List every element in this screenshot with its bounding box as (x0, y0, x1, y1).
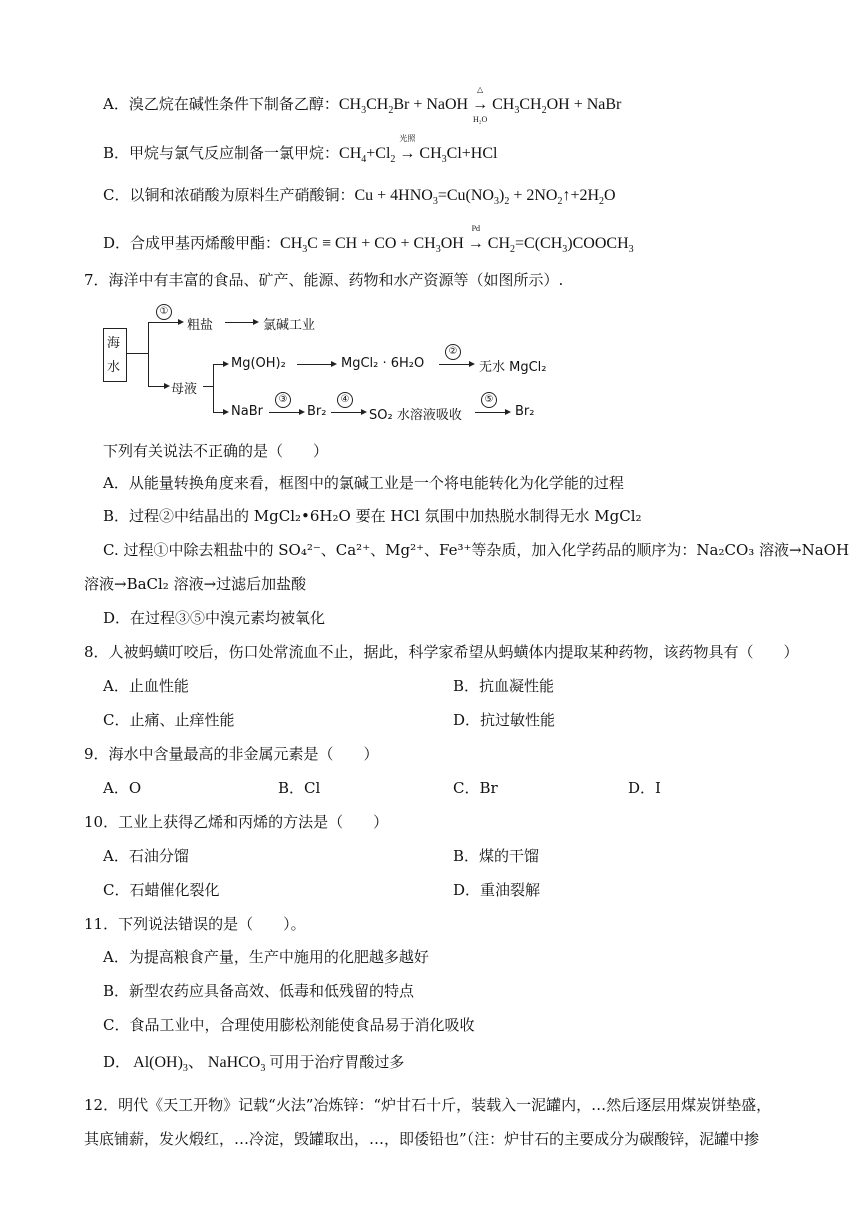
q11-option-c: C．食品工业中，合理使用膨松剂能使食品易于消化吸收 (103, 1016, 475, 1034)
q6-option-c-text: C．以铜和浓硝酸为原料生产硝酸铜： (103, 186, 355, 204)
q11-option-d-formula: $Al(OH)_3$、 NaHCO$_3$ (130, 1054, 266, 1075)
q6-option-a-formula: $CH_3CH_2Br$ + NaOH △ → H₂O $CH_3CH_2OH$ + NaBr (338, 85, 622, 124)
q6-option-c (103, 185, 616, 212)
q6-a-cond-top: △ (477, 85, 484, 94)
q6-a-cond-bottom: H₂O (472, 115, 488, 124)
q7-option-d: D．在过程③⑤中溴元素均被氧化 (103, 609, 326, 627)
q8-option-b: B．抗血凝性能 (453, 677, 555, 695)
q6-option-b-text: B．甲烷与氯气反应制备一氯甲烷： (103, 144, 340, 162)
mgoh2-label: Mg(OH)₂ (231, 356, 286, 371)
step-2-marker: ② (445, 344, 461, 360)
q10-option-d: D．重油裂解 (453, 881, 541, 899)
q6-option-d-text: D．合成甲基丙烯酸甲酯： (103, 234, 281, 252)
q10-option-c: C．石蜡催化裂化 (103, 881, 220, 899)
step-1-marker: ① (156, 304, 172, 320)
q6-option-c-formula: $Cu + 4HNO_3=Cu(NO_3)_2$ + $2NO_2↑+2H_2O$ (354, 187, 616, 208)
br2-first-label: Br₂ (307, 404, 327, 419)
q7-option-b: B．过程②中结晶出的 MgCl₂•6H₂O 要在 HCl 氛围中加热脱水制得无水 MgCl₂ (103, 507, 642, 525)
q9-option-c: C．Br (453, 779, 498, 797)
q9-stem: 9．海水中含量最高的非金属元素是（ ） (84, 745, 379, 763)
q7-flow-diagram (103, 306, 563, 436)
q9-option-b: B．Cl (278, 779, 321, 797)
q6-option-b-formula: $CH_4+Cl_2$ 光照 → $CH_3Cl+HCl$ (339, 134, 498, 166)
q9-option-a: A．O (103, 779, 142, 797)
q8-stem: 8．人被蚂蟥叮咬后，伤口处常流血不止，据此，科学家希望从蚂蟥体内提取某种药物，该药物具有（ ） (84, 643, 799, 661)
seawater-label-top: 海 (107, 336, 121, 351)
q8-option-d: D．抗过敏性能 (453, 711, 556, 729)
q11-option-b: B．新型农药应具备高效、低毒和低残留的特点 (103, 982, 415, 1000)
anhydrous-mgcl2-label: 无水 MgCl₂ (479, 360, 547, 375)
step-5-marker: ⑤ (481, 392, 497, 408)
q10-option-a: A．石油分馏 (103, 847, 189, 865)
q7-option-c-line1: C. 过程①中除去粗盐中的 SO₄²⁻、Ca²⁺、Mg²⁺、Fe³⁺等杂质，加入化学药品的顺序为：Na₂CO₃ 溶液→NaOH (103, 541, 850, 559)
q6-option-d (103, 224, 634, 260)
nabr-label: NaBr (231, 404, 263, 419)
q10-stem: 10．工业上获得乙烯和丙烯的方法是（ ） (84, 813, 389, 831)
so2-absorb-label: SO₂ 水溶液吸收 (369, 408, 462, 423)
q6-option-d-formula: $CH_3C$ ≡ CH + CO + $CH_3OH$ Pd → $CH_2=C(CH_3)COOCH_3$ (280, 224, 634, 256)
q9-option-d: D．I (628, 779, 661, 797)
q10-option-b: B．煤的干馏 (453, 847, 540, 865)
mother-liquor-label: 母液 (171, 382, 198, 397)
q8-option-a: A．止血性能 (103, 677, 189, 695)
crude-salt-label: 粗盐 (187, 318, 214, 333)
q7-option-a: A．从能量转换角度来看，框图中的氯碱工业是一个将电能转化为化学能的过程 (103, 474, 624, 492)
chlor-alkali-label: 氯碱工业 (263, 318, 316, 333)
q12-line2: 其底铺薪，发火煅红，…冷淀，毁罐取出，…，即倭铅也”（注：炉甘石的主要成分为碳酸锌，泥罐中掺 (84, 1130, 760, 1148)
q6-option-a-text: A．溴乙烷在碱性条件下制备乙醇： (103, 95, 339, 113)
q11-stem: 11．下列说法错误的是（ ）。 (84, 915, 306, 933)
q7-question: 下列有关说法不正确的是（ ） (103, 442, 329, 460)
step-3-marker: ③ (275, 392, 291, 408)
q6-b-cond: 光照 (399, 134, 416, 143)
q12-line1: 12．明代《天工开物》记载“火法”冶炼锌：“炉甘石十斤，装载入一泥罐内，…然后逐层用煤炭饼垫盛， (84, 1096, 772, 1114)
q11-option-a: A．为提高粮食产量，生产中施用的化肥越多越好 (103, 948, 429, 966)
q11-option-d (103, 1052, 404, 1079)
q7-option-c-line2: 溶液→BaCl₂ 溶液→过滤后加盐酸 (84, 575, 307, 593)
q6-option-b (103, 134, 498, 170)
q11-option-d-prefix: D． (103, 1053, 131, 1071)
step-4-marker: ④ (337, 392, 353, 408)
mgcl2-hydrate-label: MgCl₂ · 6H₂O (341, 356, 425, 371)
q7-stem: 7．海洋中有丰富的食品、矿产、能源、药物和水产资源等（如图所示）. (84, 271, 564, 289)
q8-option-c: C．止痛、止痒性能 (103, 711, 235, 729)
seawater-label-bottom: 水 (107, 360, 121, 375)
q11-option-d-suffix: 可用于治疗胃酸过多 (269, 1053, 405, 1071)
br2-second-label: Br₂ (515, 404, 535, 419)
q6-option-a (103, 85, 622, 124)
q6-d-cond: Pd (471, 224, 481, 233)
